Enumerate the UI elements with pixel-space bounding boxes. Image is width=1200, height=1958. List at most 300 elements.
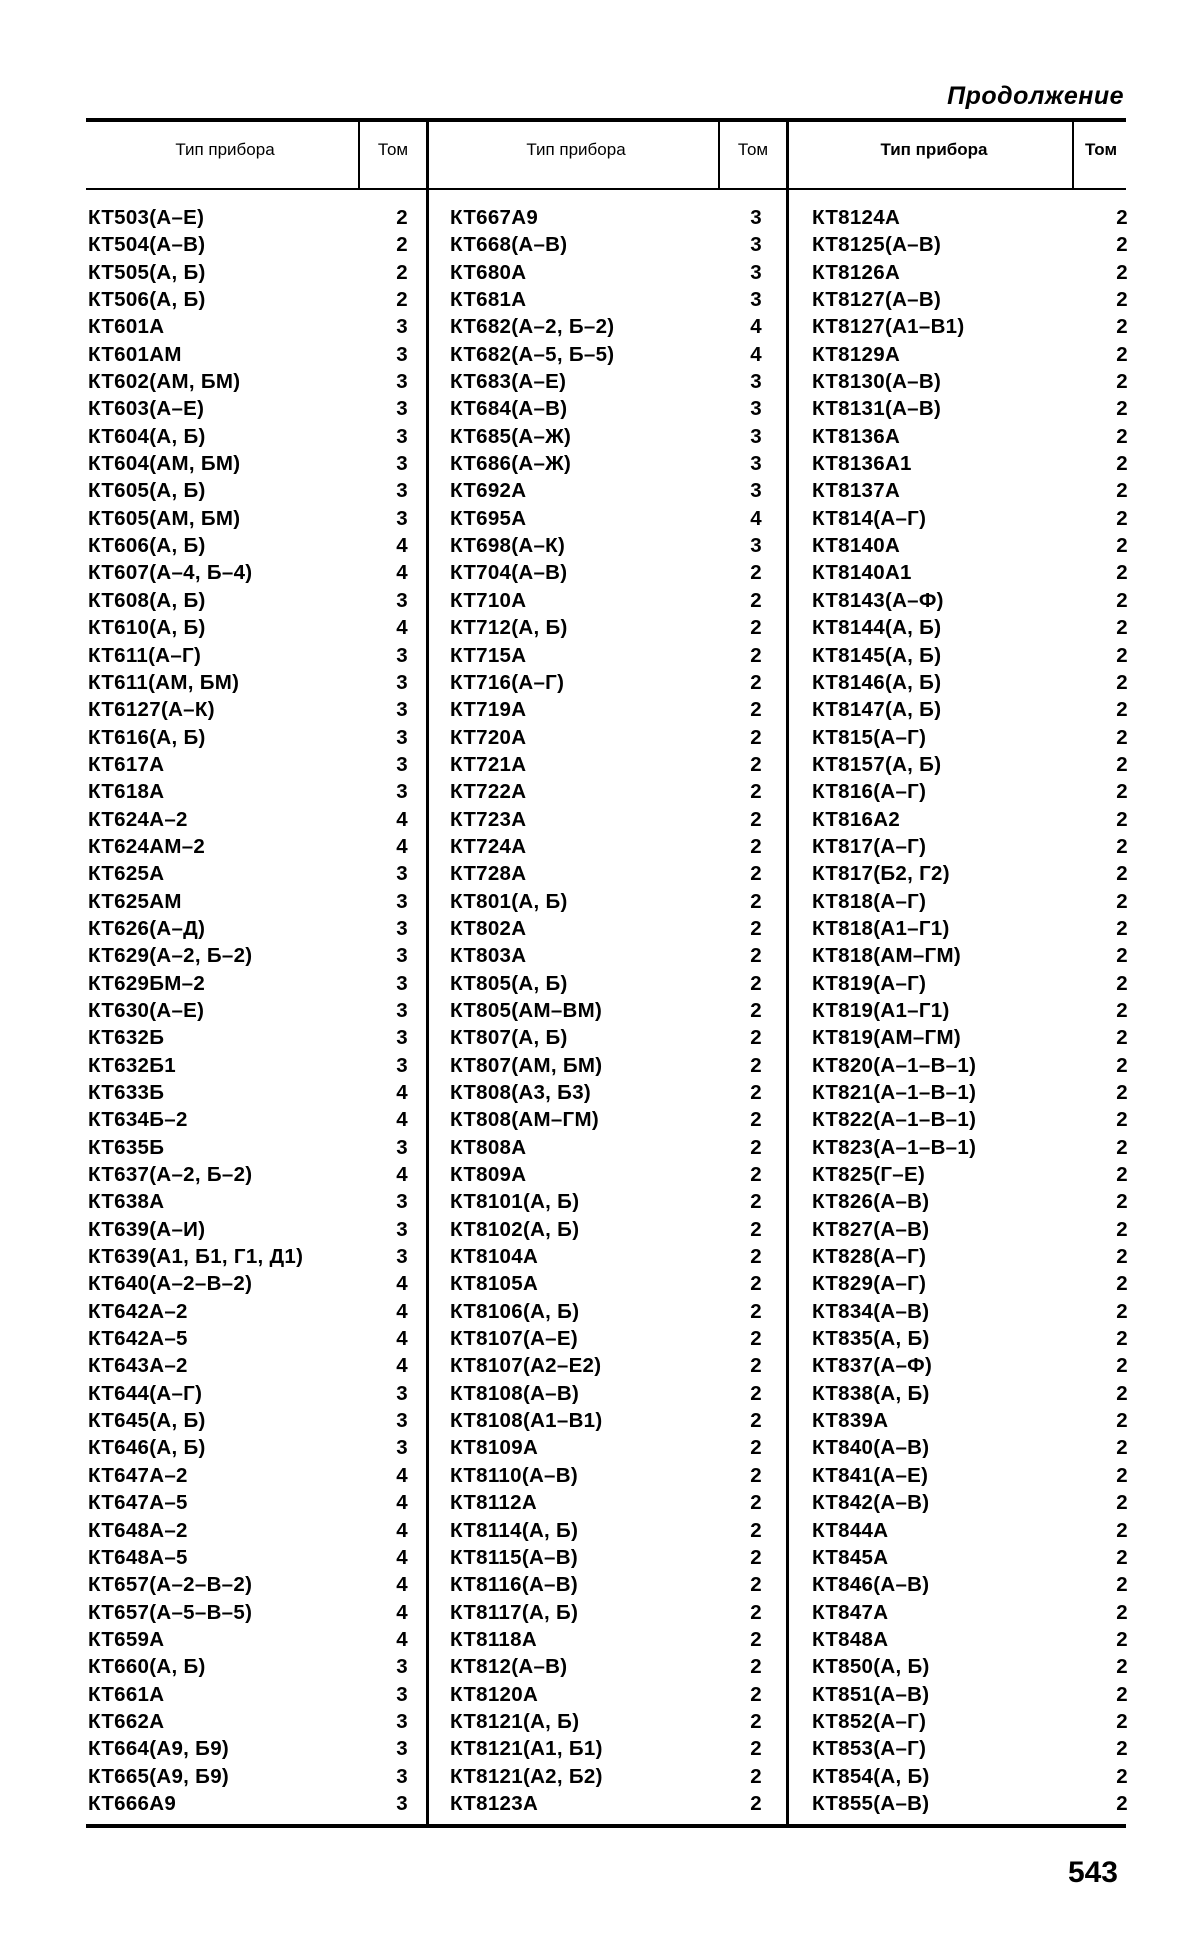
table-row — [88, 1079, 408, 1106]
volume-number: 4 — [396, 1545, 408, 1569]
header-type-1: Тип прибора — [175, 140, 275, 159]
volume-number: 4 — [396, 1354, 408, 1378]
table-row — [88, 1544, 408, 1571]
table-row — [450, 587, 762, 614]
volume-number: 2 — [1116, 1217, 1128, 1241]
device-type: КТ692А — [450, 479, 527, 503]
volume-number: 4 — [396, 1081, 408, 1104]
volume-number: 2 — [750, 1600, 762, 1624]
device-type: КТ809А — [450, 1163, 527, 1187]
table-row — [88, 1599, 408, 1626]
device-type: КТ642А–5 — [88, 1327, 188, 1351]
volume-number: 2 — [1116, 862, 1128, 886]
table-row — [88, 1407, 408, 1434]
table-row — [88, 1653, 408, 1680]
device-type: КТ8127(А1–В1) — [812, 315, 965, 339]
device-type: КТ603(А–Е) — [88, 397, 205, 421]
table-row — [88, 1298, 408, 1325]
volume-number: 3 — [396, 780, 408, 804]
table-row — [812, 696, 1128, 723]
table-row — [88, 1106, 408, 1133]
volume-number: 3 — [750, 260, 762, 284]
device-type: КТ721А — [450, 752, 527, 776]
volume-number: 4 — [396, 1327, 408, 1351]
volume-number: 3 — [750, 397, 762, 421]
device-type: КТ827(А–В) — [812, 1217, 930, 1241]
device-type: КТ816(А–Г) — [812, 780, 927, 804]
table-row — [450, 1571, 762, 1598]
volume-number: 2 — [1116, 397, 1128, 421]
volume-number: 2 — [750, 1436, 762, 1460]
table-row — [88, 915, 408, 942]
table-row — [88, 1681, 408, 1708]
volume-number: 4 — [396, 834, 408, 858]
volume-number: 2 — [1116, 1436, 1128, 1460]
table-row — [88, 642, 408, 669]
volume-number: 3 — [396, 370, 408, 394]
table-row — [812, 669, 1128, 696]
table-row — [812, 806, 1128, 833]
table-row — [450, 450, 762, 477]
volume-number: 2 — [1116, 1081, 1128, 1104]
device-type: КТ802А — [450, 916, 527, 940]
table-row — [450, 1626, 762, 1653]
device-type: КТ838(А, Б) — [812, 1381, 930, 1405]
volume-number: 2 — [1116, 1463, 1128, 1487]
volume-number: 3 — [396, 1381, 408, 1405]
table-row — [812, 477, 1128, 504]
volume-number: 3 — [396, 1436, 408, 1460]
table-row — [450, 1106, 762, 1133]
device-type: КТ818(А1–Г1) — [812, 916, 950, 940]
table-row — [450, 1599, 762, 1626]
device-type: КТ657(А–5–В–5) — [88, 1600, 253, 1624]
volume-number: 2 — [1116, 1409, 1128, 1433]
table-row — [88, 1052, 408, 1079]
volume-number: 2 — [1116, 834, 1128, 858]
device-type: КТ8116(А–В) — [450, 1573, 578, 1597]
device-type: КТ851(А–В) — [812, 1682, 930, 1706]
table-row — [88, 1134, 408, 1161]
device-type: КТ8101(А, Б) — [450, 1190, 580, 1214]
table-row — [450, 669, 762, 696]
volume-number: 2 — [1116, 780, 1128, 804]
device-type: КТ643А–2 — [88, 1354, 188, 1378]
table-row — [450, 1024, 762, 1051]
device-type: КТ611(А–Г) — [88, 643, 202, 667]
table-row — [812, 1434, 1128, 1461]
volume-number: 2 — [1116, 1627, 1128, 1651]
volume-number: 2 — [750, 698, 762, 722]
table-row — [812, 286, 1128, 313]
table-row — [812, 1188, 1128, 1215]
device-type: КТ8104А — [450, 1245, 539, 1269]
table-row — [88, 559, 408, 586]
table-row — [812, 341, 1128, 368]
volume-number: 2 — [1116, 1573, 1128, 1597]
table-row — [450, 286, 762, 313]
device-type: КТ8109А — [450, 1436, 539, 1460]
device-type: КТ610(А, Б) — [88, 616, 206, 640]
volume-number: 3 — [396, 944, 408, 968]
volume-number: 3 — [396, 1245, 408, 1269]
table-row — [450, 1462, 762, 1489]
table-row — [812, 559, 1128, 586]
device-type: КТ8106(А, Б) — [450, 1299, 580, 1323]
volume-number: 2 — [750, 1518, 762, 1542]
device-type: КТ8121(А1, Б1) — [450, 1737, 603, 1761]
table-row — [88, 1626, 408, 1653]
table-row — [450, 1352, 762, 1379]
device-type: КТ854(А, Б) — [812, 1764, 930, 1788]
table-row — [450, 1434, 762, 1461]
table-row — [88, 997, 408, 1024]
device-type: КТ8136А — [812, 424, 901, 448]
device-type: КТ848А — [812, 1627, 889, 1651]
table-row — [88, 888, 408, 915]
volume-number: 2 — [1116, 698, 1128, 722]
volume-number: 2 — [1116, 424, 1128, 448]
table-row — [812, 532, 1128, 559]
device-type: КТ504(А–В) — [88, 233, 206, 257]
device-type: КТ633Б — [88, 1081, 165, 1104]
volume-number: 2 — [1116, 1600, 1128, 1624]
device-type: КТ8146(А, Б) — [812, 670, 942, 694]
device-type: КТ803А — [450, 944, 527, 968]
table-row — [88, 1024, 408, 1051]
device-type: КТ8105А — [450, 1272, 539, 1296]
volume-number: 2 — [750, 1655, 762, 1679]
table-row — [450, 505, 762, 532]
volume-number: 2 — [1116, 1135, 1128, 1159]
header-type-3: Тип прибора — [880, 140, 988, 159]
device-type: КТ8112А — [450, 1491, 537, 1515]
table-row — [450, 833, 762, 860]
device-type: КТ808(АМ–ГМ) — [450, 1108, 599, 1132]
volume-number: 4 — [396, 1163, 408, 1187]
table-row — [88, 395, 408, 422]
table-row — [450, 1790, 762, 1817]
table-row — [812, 1489, 1128, 1516]
device-type: КТ8121(А2, Б2) — [450, 1764, 603, 1788]
device-type: КТ814(А–Г) — [812, 506, 927, 530]
device-type: КТ805(АМ–ВМ) — [450, 998, 603, 1022]
device-type: КТ805(А, Б) — [450, 971, 568, 995]
device-type: КТ642А–2 — [88, 1299, 188, 1323]
volume-number: 3 — [396, 1026, 408, 1050]
device-type: КТ819(А1–Г1) — [812, 998, 950, 1022]
device-type: КТ720А — [450, 725, 527, 749]
device-type: КТ657(А–2–В–2) — [88, 1573, 253, 1597]
device-type: КТ835(А, Б) — [812, 1327, 930, 1351]
volume-number: 3 — [396, 506, 408, 530]
device-type: КТ648А–5 — [88, 1545, 188, 1569]
volume-number: 2 — [750, 1463, 762, 1487]
volume-number: 2 — [1116, 1245, 1128, 1269]
table-row — [88, 1735, 408, 1762]
volume-number: 4 — [396, 534, 408, 558]
header-divider-1 — [358, 120, 360, 190]
volume-number: 2 — [750, 1409, 762, 1433]
volume-number: 2 — [750, 725, 762, 749]
volume-number: 3 — [750, 452, 762, 476]
device-type: КТ8115(А–В) — [450, 1545, 578, 1569]
volume-number: 2 — [750, 1217, 762, 1241]
table-row — [88, 341, 408, 368]
table-row — [450, 997, 762, 1024]
volume-number: 2 — [1116, 206, 1128, 229]
device-type: КТ822(А–1–В–1) — [812, 1108, 977, 1132]
device-type: КТ8118А — [450, 1627, 537, 1651]
table-row — [88, 1434, 408, 1461]
volume-number: 4 — [396, 616, 408, 640]
volume-number: 2 — [1116, 1053, 1128, 1077]
table-row — [88, 286, 408, 313]
device-type: КТ722А — [450, 780, 527, 804]
device-type: КТ624АМ–2 — [88, 834, 206, 858]
table-row — [812, 1298, 1128, 1325]
volume-number: 2 — [1116, 670, 1128, 694]
device-type: КТ618А — [88, 780, 165, 804]
volume-number: 2 — [1116, 588, 1128, 612]
volume-number: 4 — [396, 561, 408, 585]
volume-number: 2 — [750, 1545, 762, 1569]
device-type: КТ724А — [450, 834, 527, 858]
volume-number: 4 — [396, 1463, 408, 1487]
volume-number: 2 — [1116, 1026, 1128, 1050]
table-row — [812, 1735, 1128, 1762]
table-row — [812, 1544, 1128, 1571]
table-row — [450, 1270, 762, 1297]
page-number: 543 — [1067, 1856, 1118, 1889]
table-row — [450, 1708, 762, 1735]
device-type: КТ710А — [450, 588, 527, 612]
volume-number: 3 — [396, 1217, 408, 1241]
device-type: КТ638А — [88, 1190, 165, 1214]
table-row — [88, 1708, 408, 1735]
device-type: КТ505(А, Б) — [88, 260, 206, 284]
table-row — [450, 970, 762, 997]
table-row — [88, 477, 408, 504]
device-column-1 — [88, 204, 408, 1817]
table-row — [450, 1380, 762, 1407]
device-type: КТ842(А–В) — [812, 1491, 930, 1515]
device-type: КТ815(А–Г) — [812, 725, 927, 749]
device-type: КТ604(АМ, БМ) — [88, 452, 241, 476]
device-type: КТ605(АМ, БМ) — [88, 506, 241, 530]
device-type: КТ6127(А–К) — [88, 698, 215, 722]
device-column-2 — [450, 204, 762, 1817]
volume-number: 3 — [396, 971, 408, 995]
table-row — [812, 1106, 1128, 1133]
device-type: КТ715А — [450, 643, 527, 667]
volume-number: 2 — [1116, 315, 1128, 339]
volume-number: 2 — [750, 1573, 762, 1597]
table-row — [450, 1517, 762, 1544]
table-row — [450, 1161, 762, 1188]
device-type: КТ716(А–Г) — [450, 670, 565, 694]
volume-number: 2 — [750, 1737, 762, 1761]
device-type: КТ647А–2 — [88, 1463, 188, 1487]
volume-number: 3 — [750, 206, 762, 229]
table-row — [812, 450, 1128, 477]
table-row — [88, 1790, 408, 1817]
table-row — [88, 833, 408, 860]
volume-number: 2 — [396, 260, 408, 284]
table-row — [450, 1544, 762, 1571]
volume-number: 2 — [1116, 1381, 1128, 1405]
device-type: КТ667А9 — [450, 206, 539, 229]
table-row — [88, 259, 408, 286]
device-type: КТ846(А–В) — [812, 1573, 930, 1597]
device-type: КТ625А — [88, 862, 165, 886]
volume-number: 4 — [396, 1627, 408, 1651]
device-type: КТ629(А–2, Б–2) — [88, 944, 253, 968]
device-type: КТ685(А–Ж) — [450, 424, 572, 448]
volume-number: 3 — [396, 452, 408, 476]
volume-number: 3 — [750, 424, 762, 448]
device-type: КТ807(АМ, БМ) — [450, 1053, 603, 1077]
device-type: КТ812(А–В) — [450, 1655, 568, 1679]
volume-number: 2 — [1116, 725, 1128, 749]
table-row — [812, 231, 1128, 258]
volume-number: 4 — [396, 1272, 408, 1296]
table-row — [812, 1517, 1128, 1544]
device-type: КТ624А–2 — [88, 807, 188, 831]
device-type: КТ680А — [450, 260, 527, 284]
table-row — [812, 1325, 1128, 1352]
table-row — [450, 259, 762, 286]
device-type: КТ816А2 — [812, 807, 901, 831]
volume-number: 2 — [1116, 1764, 1128, 1788]
volume-number: 3 — [396, 862, 408, 886]
table-row — [812, 1052, 1128, 1079]
device-type: КТ719А — [450, 698, 527, 722]
device-type: КТ8123А — [450, 1791, 539, 1815]
device-type: КТ629БМ–2 — [88, 971, 206, 995]
device-type: КТ8110(А–В) — [450, 1463, 578, 1487]
device-type: КТ826(А–В) — [812, 1190, 930, 1214]
volume-number: 3 — [396, 342, 408, 366]
device-type: КТ601А — [88, 315, 165, 339]
device-type: КТ617А — [88, 752, 165, 776]
device-type: КТ823(А–1–В–1) — [812, 1135, 977, 1159]
device-type: КТ606(А, Б) — [88, 534, 206, 558]
device-type: КТ681А — [450, 288, 527, 312]
device-type: КТ639(А1, Б1, Г1, Д1) — [88, 1245, 304, 1269]
volume-number: 2 — [750, 1381, 762, 1405]
table-row — [812, 942, 1128, 969]
volume-number: 2 — [750, 670, 762, 694]
device-type: КТ607(А–4, Б–4) — [88, 561, 253, 585]
device-type: КТ659А — [88, 1627, 165, 1651]
device-type: КТ686(А–Ж) — [450, 452, 572, 476]
table-row — [88, 1161, 408, 1188]
device-type: КТ503(А–Е) — [88, 206, 205, 229]
volume-number: 3 — [396, 1682, 408, 1706]
device-type: КТ8143(А–Ф) — [812, 588, 944, 612]
device-type: КТ8147(А, Б) — [812, 698, 942, 722]
table-row — [812, 1653, 1128, 1680]
device-type: КТ8130(А–В) — [812, 370, 942, 394]
volume-number: 2 — [1116, 971, 1128, 995]
device-type: КТ821(А–1–В–1) — [812, 1081, 977, 1104]
volume-number: 3 — [396, 1409, 408, 1433]
device-type: КТ847А — [812, 1600, 889, 1624]
volume-number: 2 — [1116, 752, 1128, 776]
device-type: КТ853(А–Г) — [812, 1737, 927, 1761]
column-divider-1 — [426, 120, 429, 1826]
device-type: КТ644(А–Г) — [88, 1381, 203, 1405]
device-type: КТ668(А–В) — [450, 233, 568, 257]
device-type: КТ844А — [812, 1518, 889, 1542]
table-row — [88, 423, 408, 450]
device-type: КТ8120А — [450, 1682, 539, 1706]
device-type: КТ660(А, Б) — [88, 1655, 206, 1679]
device-type: КТ8107(А2–Е2) — [450, 1354, 602, 1378]
volume-number: 3 — [750, 288, 762, 312]
table-row — [450, 559, 762, 586]
volume-number: 2 — [1116, 616, 1128, 640]
volume-number: 3 — [396, 315, 408, 339]
device-type: КТ8102(А, Б) — [450, 1217, 580, 1241]
table-row — [450, 1243, 762, 1270]
device-type: КТ664(А9, Б9) — [88, 1737, 230, 1761]
header-divider-2 — [718, 120, 720, 190]
device-type: КТ8145(А, Б) — [812, 643, 942, 667]
volume-number: 2 — [1116, 944, 1128, 968]
device-type: КТ632Б1 — [88, 1053, 176, 1077]
table-row — [450, 1216, 762, 1243]
volume-number: 2 — [1116, 1655, 1128, 1679]
table-row — [812, 1243, 1128, 1270]
volume-number: 2 — [1116, 1108, 1128, 1132]
volume-number: 2 — [750, 561, 762, 585]
table-row — [812, 1790, 1128, 1817]
table-row — [88, 1517, 408, 1544]
table-row — [88, 696, 408, 723]
volume-number: 3 — [750, 233, 762, 257]
device-type: КТ837(А–Ф) — [812, 1354, 933, 1378]
device-type: КТ634Б–2 — [88, 1108, 188, 1132]
device-type: КТ819(АМ–ГМ) — [812, 1026, 961, 1050]
volume-number: 2 — [1116, 506, 1128, 530]
volume-number: 2 — [1116, 370, 1128, 394]
volume-number: 2 — [750, 1108, 762, 1132]
device-type: КТ684(А–В) — [450, 397, 568, 421]
device-type: КТ801(А, Б) — [450, 889, 568, 913]
volume-number: 2 — [1116, 998, 1128, 1022]
volume-number: 2 — [750, 1245, 762, 1269]
device-type: КТ626(А–Д) — [88, 916, 206, 940]
volume-number: 2 — [1116, 889, 1128, 913]
volume-number: 3 — [396, 698, 408, 722]
device-type: КТ611(АМ, БМ) — [88, 670, 240, 694]
device-type: КТ829(А–Г) — [812, 1272, 927, 1296]
table-bottom-rule — [86, 1824, 1126, 1828]
table-row — [812, 1626, 1128, 1653]
volume-number: 2 — [750, 1163, 762, 1187]
device-type: КТ8144(А, Б) — [812, 616, 942, 640]
table-row — [812, 860, 1128, 887]
volume-number: 2 — [396, 233, 408, 257]
volume-number: 2 — [1116, 534, 1128, 558]
volume-number: 2 — [750, 643, 762, 667]
volume-number: 2 — [1116, 916, 1128, 940]
table-row — [88, 1380, 408, 1407]
volume-number: 2 — [750, 1299, 762, 1323]
table-row — [88, 231, 408, 258]
